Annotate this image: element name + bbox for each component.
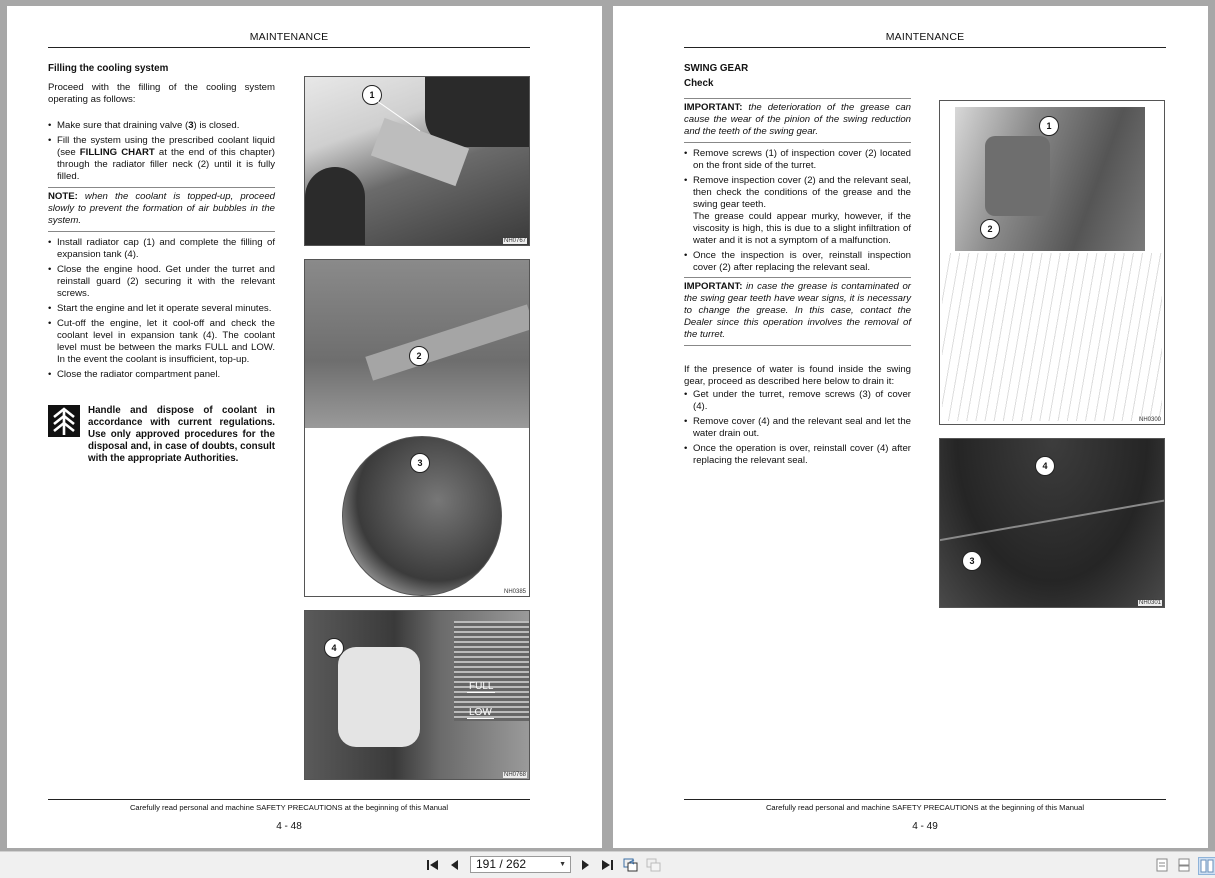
drain-steps-list <box>684 389 911 467</box>
viewer-toolbar <box>0 851 1215 878</box>
list-item: • Close the radiator compartment panel. <box>48 369 275 381</box>
single-page-view-button[interactable] <box>1156 857 1168 873</box>
list-item: • Remove screws (1) of inspection cover (2) located on the front side of the turret. <box>684 148 911 172</box>
go-back-view-button[interactable] <box>623 857 639 873</box>
list-item: • Start the engine and let it operate several minutes. <box>48 303 275 315</box>
figure-code: NH0301 <box>1138 600 1161 606</box>
figure-code: NH0300 <box>1138 417 1161 423</box>
callout-3: 3 <box>410 453 430 473</box>
previous-page-button[interactable] <box>450 857 460 873</box>
list-item: • Install radiator cap (1) and complete the filling of expansion tank (4). <box>48 237 275 261</box>
callout-3: 3 <box>962 551 982 571</box>
facing-pages-icon <box>1200 859 1214 873</box>
page-number-input[interactable]: 191 / 262 ▼ <box>470 856 571 873</box>
list-item: • Once the inspection is over, reinstall inspection cover (2) after replacing the relevant seal. <box>684 250 911 274</box>
figure-expansion-tank <box>304 610 530 780</box>
previous-page-icon <box>450 859 460 871</box>
environment-warning <box>48 405 275 465</box>
previous-view-icon <box>623 857 639 873</box>
footer-text: Carefully read personal and machine SAFETY PRECAUTIONS at the beginning of this Manual <box>129 803 449 812</box>
section-title: SWING GEAR <box>684 63 749 74</box>
next-view-icon <box>646 857 662 873</box>
note-box: NOTE: when the coolant is topped-up, proceed slowly to prevent the formation of air bubbles in the system. <box>48 187 275 232</box>
first-page-icon <box>426 859 440 871</box>
check-steps-list <box>684 148 911 274</box>
list-item: • Get under the turret, remove screws (3) of cover (4). <box>684 389 911 413</box>
first-page-button[interactable] <box>426 857 440 873</box>
full-mark-label: FULL <box>469 681 494 692</box>
page-header: MAINTENANCE <box>885 31 965 43</box>
single-page-icon <box>1156 858 1168 872</box>
list-item: • Remove cover (4) and the relevant seal and let the water drain out. <box>684 416 911 440</box>
footer-divider <box>684 799 1166 800</box>
footer-text: Carefully read personal and machine SAFETY PRECAUTIONS at the beginning of this Manual <box>765 803 1085 812</box>
figure-inspection-cover <box>939 100 1165 425</box>
next-page-icon <box>580 859 590 871</box>
left-text-column <box>48 63 275 465</box>
page-header: MAINTENANCE <box>249 31 329 43</box>
facing-pages-view-button[interactable] <box>1198 857 1215 875</box>
steps-list-b <box>48 237 275 381</box>
figure-radiator-cap <box>304 76 530 246</box>
list-item: • Remove inspection cover (2) and the relevant seal, then check the conditions of the grease and the swing gear teeth. The grease could appear murky, however, if the viscosity is high, this is due to a slight infiltration of water and it is not a symptom of a malfunction. <box>684 175 911 247</box>
chevron-down-icon[interactable]: ▼ <box>559 861 566 868</box>
next-page-button[interactable] <box>580 857 590 873</box>
intro-paragraph: Proceed with the filling of the cooling system operating as follows: <box>48 82 275 105</box>
last-page-icon <box>600 859 614 871</box>
callout-2: 2 <box>409 346 429 366</box>
figure-code: NH0768 <box>503 772 526 778</box>
header-divider <box>684 47 1166 48</box>
figure-drain-cover <box>939 438 1165 608</box>
continuous-view-button[interactable] <box>1178 857 1190 873</box>
important-box-2: IMPORTANT: in case the grease is contaminated or the swing gear teeth have wear signs, it is necessary to change the grease. In this case, contact the Dealer since this operation involves the removal of the turret. <box>684 277 911 346</box>
callout-2: 2 <box>980 219 1000 239</box>
left-page <box>7 6 602 848</box>
important-box-1: IMPORTANT: the deterioration of the grease can cause the wear of the pinion of the swing reduction and the teeth of the swing gear. <box>684 98 911 143</box>
callout-1: 1 <box>1039 116 1059 136</box>
list-item: • Make sure that draining valve (3) is closed. <box>48 120 275 132</box>
list-item: • Fill the system using the prescribed coolant liquid (see FILLING CHART at the end of this chapter) through the radiator filler neck (2) until it is fully filled. <box>48 135 275 183</box>
figure-code: NH0385 <box>503 589 526 595</box>
go-forward-view-button[interactable] <box>646 857 662 873</box>
list-item: • Close the engine hood. Get under the turret and reinstall guard (2) securing it with the relevant screws. <box>48 264 275 300</box>
page-number: 4 - 48 <box>276 821 302 832</box>
callout-4: 4 <box>1035 456 1055 476</box>
list-item: • Once the operation is over, reinstall cover (4) after replacing the relevant seal. <box>684 443 911 467</box>
last-page-button[interactable] <box>600 857 614 873</box>
warning-text: Handle and dispose of coolant in accordance with current regulations. Use only approved procedures for the disposal and, in case of doubts, consult with the appropriate Authorities. <box>88 405 275 464</box>
steps-list-a <box>48 120 275 183</box>
callout-1: 1 <box>362 85 382 105</box>
header-divider <box>48 47 530 48</box>
list-item: • Cut-off the engine, let it cool-off and check the coolant level in expansion tank (4). The coolant level must be between the marks FULL and LOW. In the event the coolant is insufficient, top-up. <box>48 318 275 366</box>
figure-drain-valve <box>304 259 530 597</box>
figure-code: NH0767 <box>503 238 526 244</box>
low-mark-label: LOW <box>469 707 492 718</box>
footer-divider <box>48 799 530 800</box>
right-text-column <box>684 63 911 470</box>
recycle-tree-icon <box>48 405 80 437</box>
section-subtitle: Check <box>684 78 714 89</box>
right-page <box>613 6 1208 848</box>
section-title: Filling the cooling system <box>48 63 169 74</box>
continuous-page-icon <box>1178 858 1190 872</box>
page-number: 4 - 49 <box>912 821 938 832</box>
drain-intro: If the presence of water is found inside the swing gear, proceed as described here below to drain it: <box>684 364 911 387</box>
callout-4: 4 <box>324 638 344 658</box>
